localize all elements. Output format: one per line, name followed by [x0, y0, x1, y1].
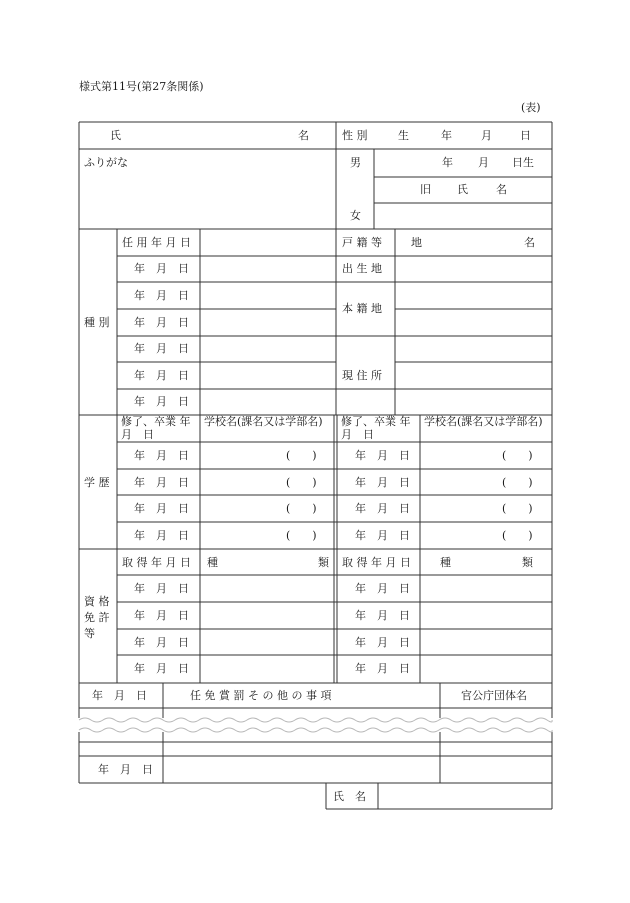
education-date-left-3: 年 月 日 [134, 502, 189, 515]
license-type-right-1: 種 [440, 556, 451, 569]
license-section-label-2: 免 許 [84, 611, 110, 624]
birth-date-day: 日生 [512, 156, 534, 169]
license-date-left-4: 年 月 日 [134, 662, 189, 675]
birth-label-3: 月 [481, 129, 492, 142]
appointment-date-header: 任 用 年 月 日 [122, 236, 191, 249]
license-type-right-2: 類 [522, 556, 533, 569]
former-name-2: 氏 [457, 183, 468, 196]
license-type-left-2: 類 [318, 556, 329, 569]
domicile-label: 本 籍 地 [342, 302, 382, 315]
education-paren-left-2: ( ) [286, 476, 317, 489]
birthplace-label: 出 生 地 [342, 262, 382, 275]
acquired-date-header-right: 取 得 年 月 日 [342, 556, 411, 569]
former-name-3: 名 [496, 183, 507, 196]
footer-name-label: 氏 名 [333, 790, 366, 803]
birth-label-2: 年 [441, 129, 452, 142]
license-date-right-3: 年 月 日 [355, 636, 410, 649]
education-section-label: 学 歴 [84, 476, 110, 489]
history-matters-header: 任 免 賞 罰 そ の 他 の 事 項 [190, 689, 332, 702]
registry-place-1: 地 [411, 236, 422, 249]
license-type-left-1: 種 [207, 556, 218, 569]
type-date-row-1: 年 月 日 [134, 262, 189, 275]
type-section-label: 種 別 [84, 316, 110, 329]
license-date-left-3: 年 月 日 [134, 636, 189, 649]
education-grad-date-header-right: 修了、卒業 年 月 日 [341, 415, 422, 441]
license-date-right-4: 年 月 日 [355, 662, 410, 675]
education-paren-right-1: ( ) [502, 449, 533, 462]
birth-date-year: 年 [442, 156, 453, 169]
type-date-row-4: 年 月 日 [134, 342, 189, 355]
license-date-left-2: 年 月 日 [134, 609, 189, 622]
education-date-right-4: 年 月 日 [355, 529, 410, 542]
birth-label-1: 生 [398, 129, 409, 142]
type-date-row-5: 年 月 日 [134, 369, 189, 382]
education-date-right-3: 年 月 日 [355, 502, 410, 515]
history-date-header: 年 月 日 [92, 689, 147, 702]
education-date-right-1: 年 月 日 [355, 449, 410, 462]
registry-label: 戸 籍 等 [342, 236, 382, 249]
name-label-second: 名 [298, 129, 309, 142]
license-section-label-1: 資 格 [84, 595, 110, 608]
education-paren-right-2: ( ) [502, 476, 533, 489]
type-date-row-6: 年 月 日 [134, 395, 189, 408]
license-date-left-1: 年 月 日 [134, 582, 189, 595]
education-paren-left-3: ( ) [286, 502, 317, 515]
sex-male: 男 [350, 156, 361, 169]
education-date-left-4: 年 月 日 [134, 529, 189, 542]
front-side-label: (表) [521, 101, 541, 114]
education-paren-left-1: ( ) [286, 449, 317, 462]
type-date-row-2: 年 月 日 [134, 289, 189, 302]
education-date-right-2: 年 月 日 [355, 476, 410, 489]
education-paren-left-4: ( ) [286, 529, 317, 542]
education-paren-right-4: ( ) [502, 529, 533, 542]
education-school-header-right: 学校名(課名又は学部名) [424, 415, 543, 428]
form-number-title: 様式第11号(第27条関係) [79, 80, 204, 93]
license-section-label-3: 等 [84, 627, 95, 640]
sex-label: 性 別 [342, 129, 368, 142]
history-date-footer: 年 月 日 [98, 763, 153, 776]
address-label: 現 住 所 [342, 369, 382, 382]
sex-female: 女 [350, 209, 361, 222]
education-date-left-1: 年 月 日 [134, 449, 189, 462]
type-date-row-3: 年 月 日 [134, 316, 189, 329]
education-school-header-left: 学校名(課名又は学部名) [204, 415, 323, 428]
birth-label-4: 日 [520, 129, 531, 142]
license-date-right-1: 年 月 日 [355, 582, 410, 595]
name-label-first: 氏 [110, 129, 121, 142]
birth-date-month: 月 [478, 156, 489, 169]
former-name-1: 旧 [420, 183, 431, 196]
education-paren-right-3: ( ) [502, 502, 533, 515]
education-grad-date-header-left: 修了、卒業 年 月 日 [121, 415, 202, 441]
furigana-label: ふりがな [84, 156, 128, 169]
acquired-date-header-left: 取 得 年 月 日 [122, 556, 191, 569]
registry-place-2: 名 [524, 236, 535, 249]
history-office-header: 官公庁団体名 [461, 689, 527, 702]
education-date-left-2: 年 月 日 [134, 476, 189, 489]
license-date-right-2: 年 月 日 [355, 609, 410, 622]
